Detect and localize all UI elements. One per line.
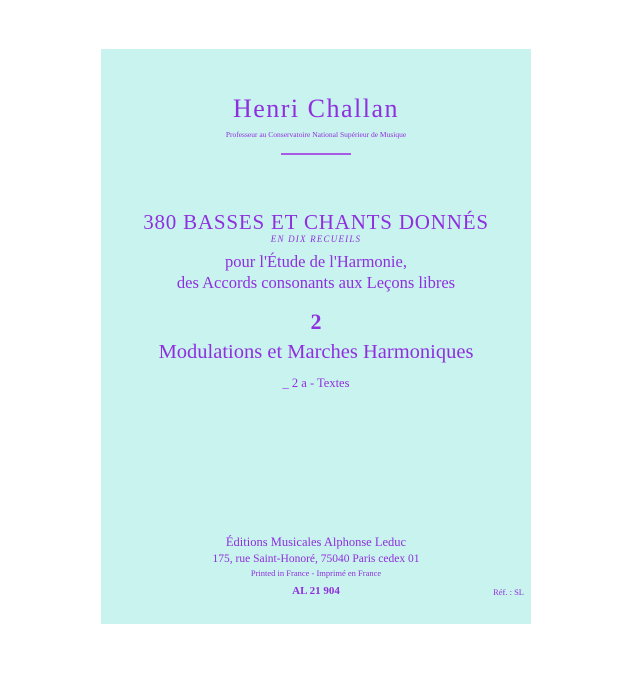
catalog-number: AL 21 904 xyxy=(292,585,340,597)
reference-code: Réf. : SL xyxy=(493,587,524,597)
printed-notice: Printed in France - Imprimé en France xyxy=(250,568,382,578)
publisher-name: Éditions Musicales Alphonse Leduc xyxy=(225,535,407,549)
purpose-line-1: pour l'Étude de l'Harmonie, xyxy=(225,252,407,271)
part-label: _ 2 a - Textes xyxy=(282,376,350,390)
author-name: Henri Challan xyxy=(232,94,400,123)
author-subtitle: Professeur au Conservatoire National Supérieur de Musique xyxy=(225,130,407,139)
book-cover xyxy=(101,49,531,624)
volume-number: 2 xyxy=(310,309,322,334)
collection-subtitle: EN DIX RECUEILS xyxy=(270,234,362,244)
purpose-line-2: des Accords consonants aux Leçons libres xyxy=(176,273,456,292)
publisher-address: 175, rue Saint-Honoré, 75040 Paris cedex 01 xyxy=(212,553,420,565)
volume-title: Modulations et Marches Harmoniques xyxy=(158,341,474,363)
title-divider xyxy=(281,153,351,155)
main-title: 380 BASSES ET CHANTS DONNÉS xyxy=(143,210,489,234)
